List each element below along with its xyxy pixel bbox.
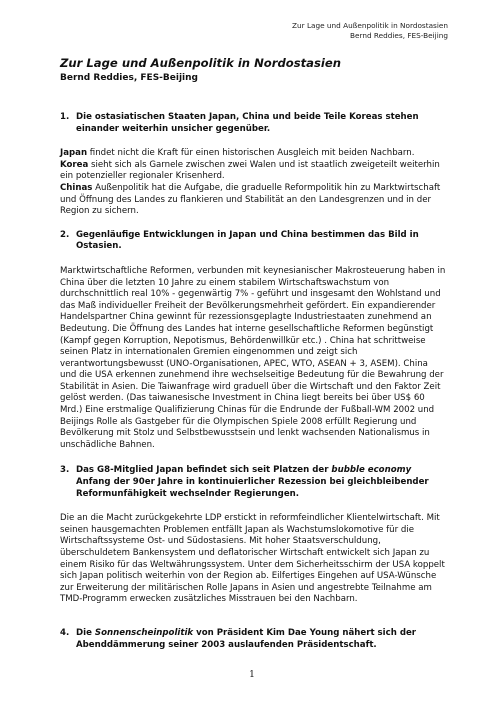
document-body xyxy=(60,112,446,664)
section-1-heading xyxy=(60,112,446,135)
section-heading-text xyxy=(76,465,446,500)
section-number: 1. xyxy=(60,112,70,122)
document-title: Zur Lage und Außenpolitik in Nordostasien xyxy=(60,56,341,70)
paragraph-text: Außenpolitik hat die Aufgabe, die graduelle Reformpolitik hin zu Marktwirtschaft und Öffnung des Landes zu flankieren und Stabilität an den Landesgrenzen und in der Region zu sichern. xyxy=(60,182,441,217)
section-number: 4. xyxy=(60,627,70,638)
paragraph-text: findet nicht die Kraft für einen historischen Ausgleich mit beiden Nachbarn. xyxy=(87,148,415,159)
paragraph-text: sieht sich als Garnele zwischen zwei Walen und ist staatlich zweigeteilt weiterhin ein potenzieller regionaler Krisenherd. xyxy=(60,159,440,182)
section-2-paragraph: Marktwirtschaftliche Reformen, verbunden mit keynesianischer Makrosteuerung haben in China über die letzten 10 Jahre zu einem stabilem Wirtschaftswachstum von durchschnittlich real 10% - gegenwärtig 7% - geführt und insgesamt den Wohlstand und das Maß individueller Freiheit der Bevölkerungsmehrheit gefördert. Ein expandierender Handelspartner China gewinnt für rezessionsgeplagte Industriestaaten zunehmend an Bedeutung. Die Öffnung des Landes hat interne gesellschaftliche Reformen begünstigt (Kampf gegen Korruption, Nepotismus, Behördenwillkür etc.) . China hat schrittweise seinen Platz in internationalen Gremien eingenommen und zeigt sich verantwortungsbewusst (UNO-Organisationen, APEC, WTO, ASEAN + 3, ASEM). China und die USA erkennen zunehmend ihre wechselseitige Bedeutung für die Bewahrung der Stabilität in Asien. Die Taiwanfrage wird graduell über die Wirtschaft und den Faktor Zeit gelöst werden. (Das taiwanesische Investment in China liegt bereits bei über US$ 60 Mrd.) Eine erstmalige Qualifizierung Chinas für die Endrunde der Fußball-WM 2002 und Beijings Rolle als Gastgeber für die Olympischen Spiele 2008 erfüllt Regierung und Bevölkerung mit Stolz und Selbstbewusstsein und lenkt wachsenden Nationalismus in unschädliche Bahnen. xyxy=(60,265,446,450)
heading-part: Die xyxy=(76,627,95,638)
section-heading-text: Gegenläufige Entwicklungen in Japan und China bestimmen das Bild in Ostasien. xyxy=(76,229,419,252)
section-heading-text: Die ostasiatischen Staaten Japan, China und beide Teile Koreas stehen einander weiterhin unsicher gegenüber. xyxy=(76,112,419,134)
section-3-paragraph: Die an die Macht zurückgekehrte LDP erstickt in reformfeindlicher Klientelwirtschaft. Mit seinen hausgemachten Problemen entfällt Japan als Wachstumslokomotive für die Wirtschaftssysteme Ost- und Südostasiens. Mit hoher Staatsverschuldung, überschuldetem Bankensystem und deflatorischer Wirtschaft entwickelt sich Japan zu einem Risiko für das Weltwährungssystem. Unter dem Sicherheitsschirm der USA koppelt sich Japan politisch weiterhin von der Region ab. Eilfertiges Eingehen auf USA-Wünsche zur Erweiterung der militärischen Rolle Japans in Asien und angestrebte Teilnahme am TMD-Programm erwecken zusätzliches Misstrauen bei den Nachbarn. xyxy=(60,513,445,605)
paragraph-lead: Korea xyxy=(60,159,89,170)
paragraph-lead: Japan xyxy=(60,148,88,159)
section-heading-text xyxy=(76,628,446,651)
paragraph-lead: Chinas xyxy=(60,182,93,193)
paragraph-japan xyxy=(60,148,446,218)
section-2-heading xyxy=(60,230,446,253)
page-number: 1 xyxy=(249,670,255,680)
heading-part: von Präsident Kim Dae Young nähert sich der Abenddämmerung seiner 2003 auslaufenden Präsidentschaft. xyxy=(76,627,417,650)
running-header xyxy=(292,21,448,41)
section-number: 2. xyxy=(60,229,70,240)
running-header-title: Zur Lage und Außenpolitik in Nordostasien xyxy=(292,21,448,30)
section-3-heading xyxy=(60,465,446,500)
heading-part: Das G8-Mitglied Japan befindet sich seit Platzen der xyxy=(76,465,332,476)
heading-emphasis: Sonnenscheinpolitik xyxy=(94,627,194,638)
section-4-heading xyxy=(60,628,446,651)
heading-part: Anfang der 90er Jahre in kontinuierlicher Rezession bei gleichbleibender Reformunfähigkeit wechselnder Regierungen. xyxy=(76,477,429,499)
running-header-author: Bernd Reddies, FES-Beijing xyxy=(349,31,448,40)
document-author: Bernd Reddies, FES-Beijing xyxy=(60,73,198,83)
heading-emphasis: bubble economy xyxy=(331,465,412,476)
section-number: 3. xyxy=(60,465,70,476)
